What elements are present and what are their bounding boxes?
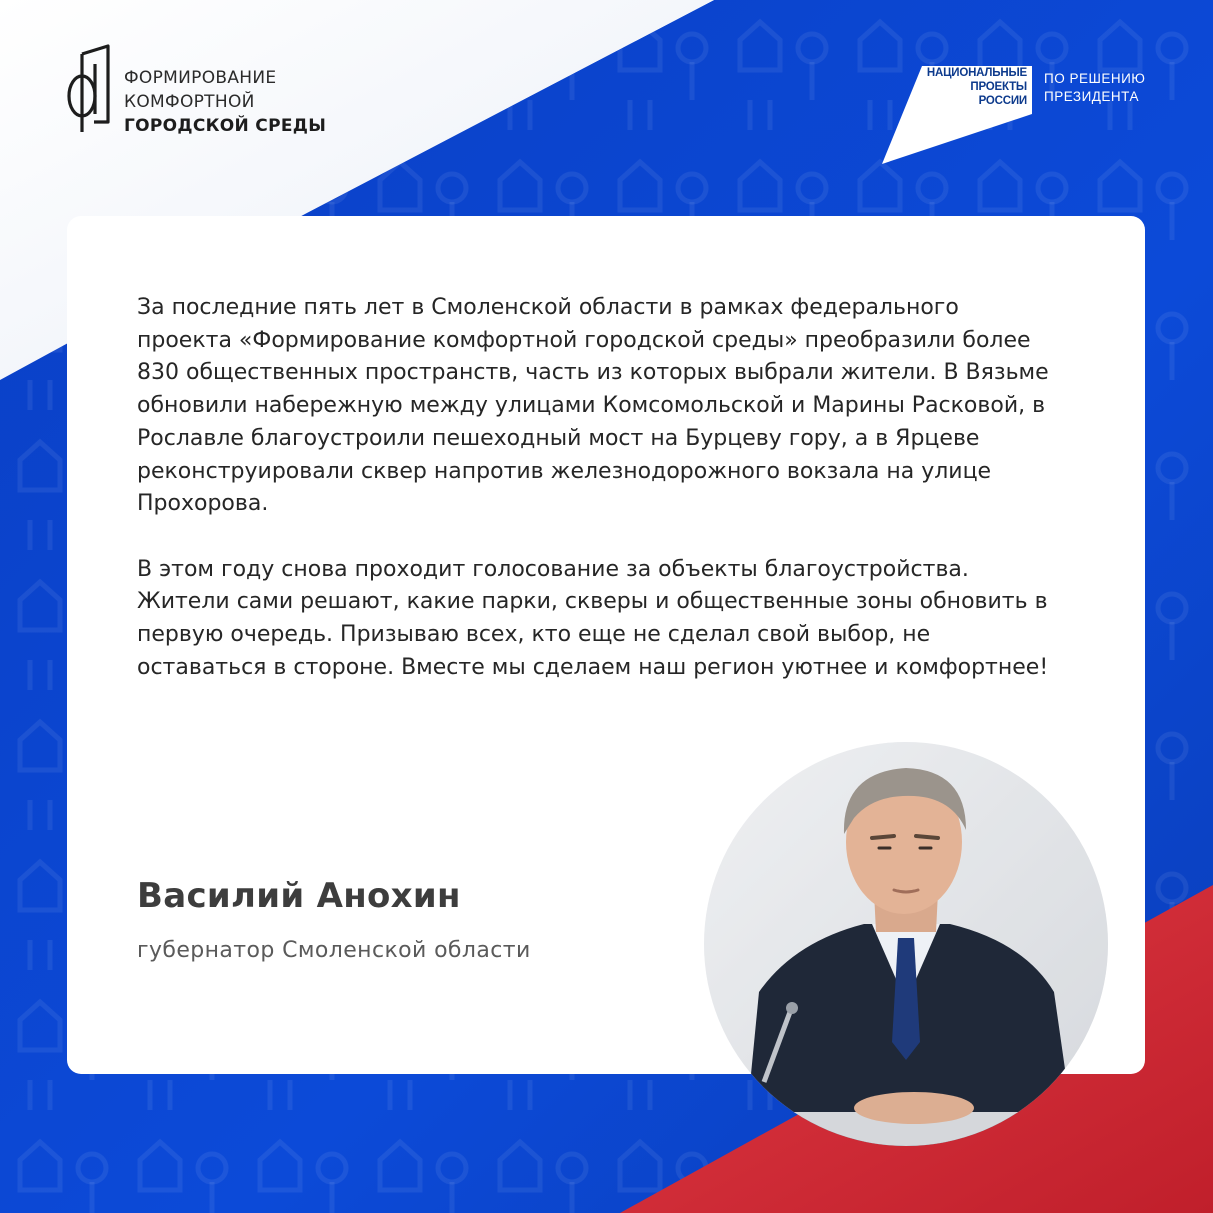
national-projects-line-2: ПРОЕКТЫ xyxy=(970,81,1027,93)
building-monogram-icon xyxy=(62,44,114,134)
quote-paragraph-1: За последние пять лет в Смоленской области в рамках федерального проекта «Формирование комфортной городской среды» преобразили более 830 общественных пространств, часть из которых выбрали жители. В Вязьме обновили набережную между улицами Комсомольской и Марины Расковой, в Рославле благоустроили пешеходный мост на Бурцеву гору, а в Ярцеве реконструировали сквер напротив железнодорожного вокзала на улице Прохорова. xyxy=(137,295,1049,517)
national-projects-line-1: НАЦИОНАЛЬНЫЕ xyxy=(926,67,1027,79)
quote-text xyxy=(137,292,1057,717)
tagline-line-1: ПО РЕШЕНИЮ xyxy=(1044,71,1146,86)
brand-line-2: КОМФОРТНОЙ xyxy=(124,92,255,112)
quote-paragraph-2: В этом году снова проходит голосование за объекты благоустройства. Жители сами решают, какие парки, скверы и общественные зоны обновить в первую очередь. Призываю всех, кто еще не сделал свой выбор, не оставаться в стороне. Вместе мы сделаем наш регион уютнее и комфортнее! xyxy=(137,556,1049,680)
presidential-tagline xyxy=(1044,70,1145,106)
brand-line-1: ФОРМИРОВАНИЕ xyxy=(124,68,277,88)
author-portrait xyxy=(704,742,1108,1146)
brand-logo xyxy=(62,44,326,138)
tagline-line-2: ПРЕЗИДЕНТА xyxy=(1044,89,1139,104)
national-projects-logo xyxy=(924,66,1027,108)
national-projects-line-3: РОССИИ xyxy=(978,95,1027,107)
author-role: губернатор Смоленской области xyxy=(137,938,531,963)
brand-line-3: ГОРОДСКОЙ СРЕДЫ xyxy=(124,116,327,136)
author-name: Василий Анохин xyxy=(137,876,461,916)
